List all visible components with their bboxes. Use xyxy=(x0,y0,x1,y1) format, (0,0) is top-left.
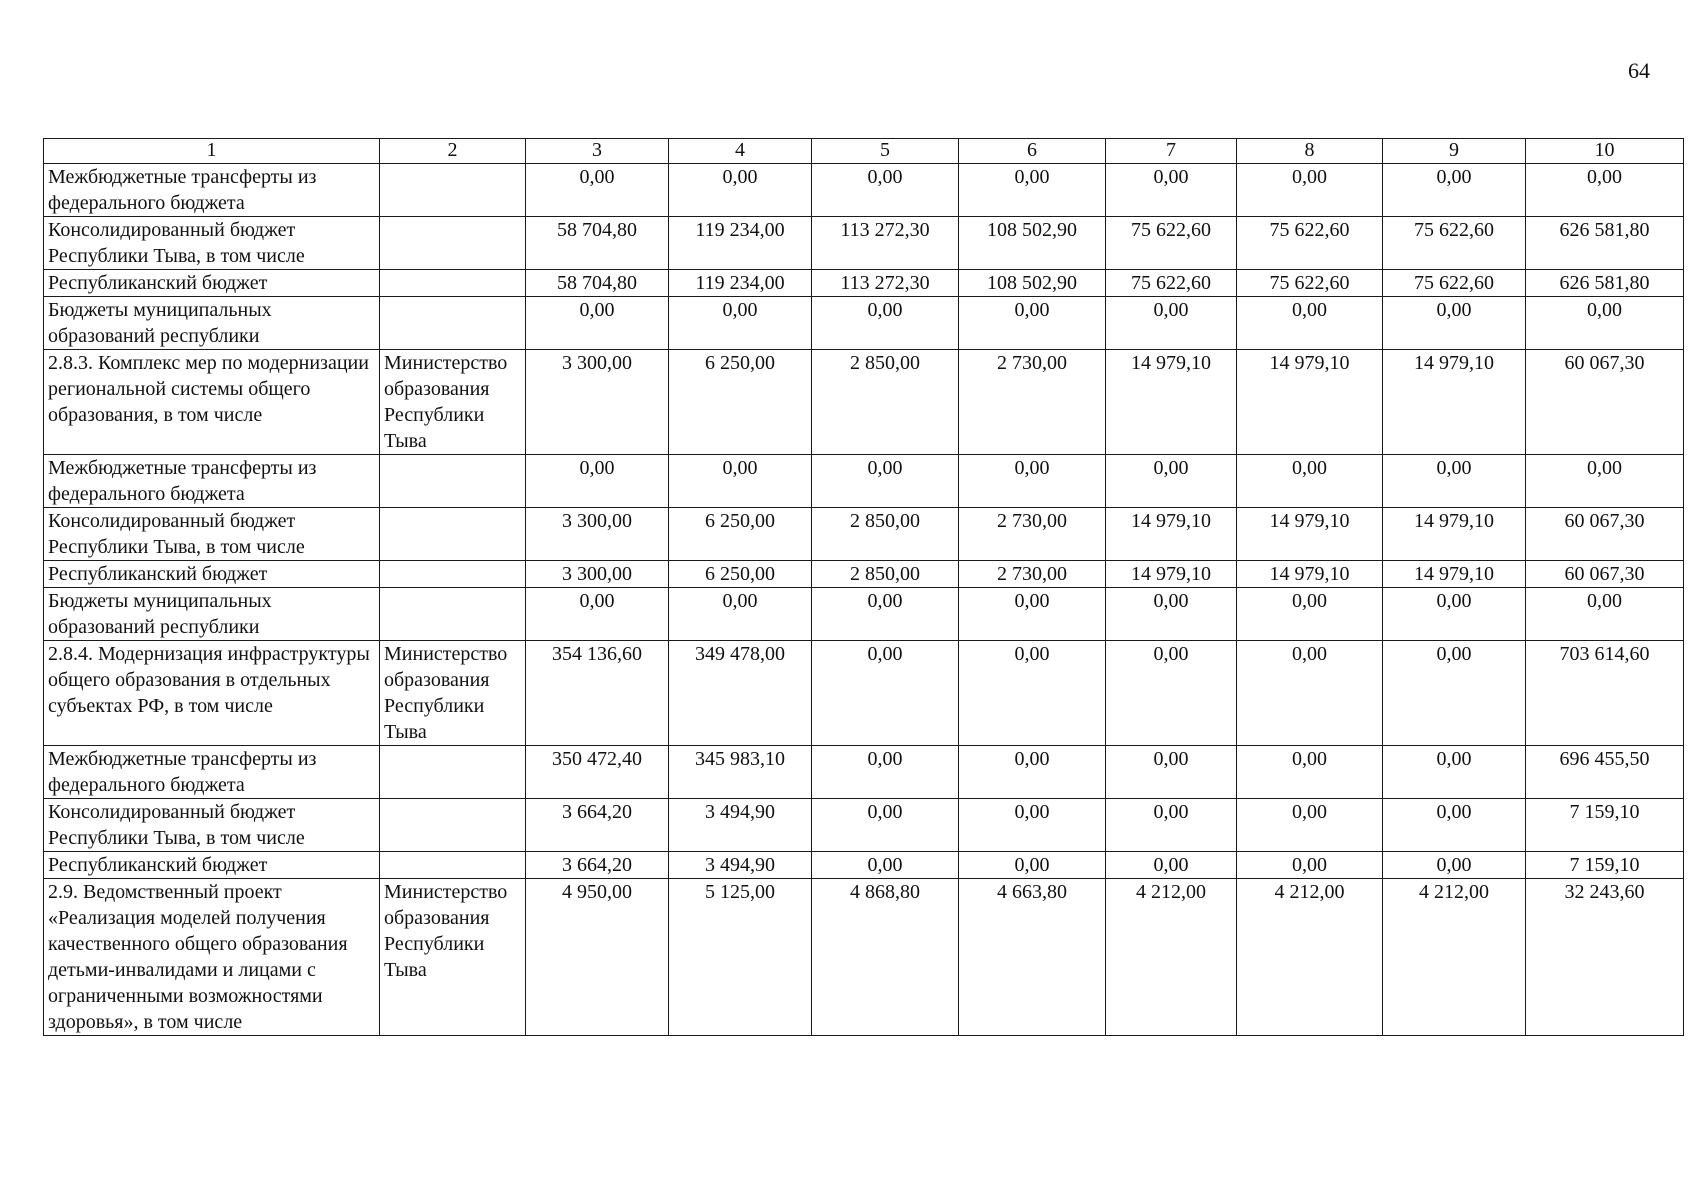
table-row xyxy=(44,799,1684,852)
amount-cell: 0,00 xyxy=(1237,588,1383,641)
amount-cell: 0,00 xyxy=(1383,455,1526,508)
amount-cell: 14 979,10 xyxy=(1106,350,1237,455)
amount-cell: 696 455,50 xyxy=(1526,746,1684,799)
amount-cell: 75 622,60 xyxy=(1237,217,1383,270)
amount-cell: 0,00 xyxy=(669,588,812,641)
table-row xyxy=(44,561,1684,588)
responsible-executor xyxy=(380,164,526,217)
amount-cell: 60 067,30 xyxy=(1526,508,1684,561)
column-header: 6 xyxy=(959,139,1106,164)
amount-cell: 0,00 xyxy=(1237,455,1383,508)
amount-cell: 0,00 xyxy=(1237,641,1383,746)
row-label: Бюджеты муниципальных образований республики xyxy=(44,297,380,350)
amount-cell: 0,00 xyxy=(812,455,959,508)
amount-cell: 0,00 xyxy=(812,297,959,350)
amount-cell: 75 622,60 xyxy=(1383,270,1526,297)
amount-cell: 0,00 xyxy=(812,852,959,879)
row-label: Межбюджетные трансферты из федерального бюджета xyxy=(44,746,380,799)
page-number: 64 xyxy=(1628,58,1650,83)
amount-cell: 3 494,90 xyxy=(669,799,812,852)
amount-cell: 75 622,60 xyxy=(1106,217,1237,270)
amount-cell: 75 622,60 xyxy=(1383,217,1526,270)
amount-cell: 0,00 xyxy=(812,588,959,641)
amount-cell: 0,00 xyxy=(1526,164,1684,217)
amount-cell: 3 300,00 xyxy=(526,561,669,588)
table-row xyxy=(44,350,1684,455)
amount-cell: 4 868,80 xyxy=(812,879,959,1036)
column-header: 9 xyxy=(1383,139,1526,164)
amount-cell: 5 125,00 xyxy=(669,879,812,1036)
amount-cell: 703 614,60 xyxy=(1526,641,1684,746)
amount-cell: 14 979,10 xyxy=(1106,561,1237,588)
amount-cell: 4 212,00 xyxy=(1237,879,1383,1036)
column-header: 4 xyxy=(669,139,812,164)
amount-cell: 0,00 xyxy=(1106,588,1237,641)
amount-cell: 0,00 xyxy=(1383,641,1526,746)
amount-cell: 4 212,00 xyxy=(1106,879,1237,1036)
amount-cell: 2 850,00 xyxy=(812,561,959,588)
amount-cell: 4 212,00 xyxy=(1383,879,1526,1036)
amount-cell: 0,00 xyxy=(526,588,669,641)
amount-cell: 0,00 xyxy=(1526,588,1684,641)
row-label: Межбюджетные трансферты из федерального бюджета xyxy=(44,455,380,508)
column-header: 1 xyxy=(44,139,380,164)
row-label: Республиканский бюджет xyxy=(44,852,380,879)
amount-cell: 0,00 xyxy=(1526,455,1684,508)
responsible-executor xyxy=(380,588,526,641)
amount-cell: 0,00 xyxy=(959,746,1106,799)
amount-cell: 0,00 xyxy=(1237,164,1383,217)
amount-cell: 14 979,10 xyxy=(1237,508,1383,561)
amount-cell: 0,00 xyxy=(812,746,959,799)
amount-cell: 0,00 xyxy=(1526,297,1684,350)
table-row xyxy=(44,588,1684,641)
responsible-executor xyxy=(380,270,526,297)
column-header: 5 xyxy=(812,139,959,164)
amount-cell: 0,00 xyxy=(959,641,1106,746)
responsible-executor xyxy=(380,561,526,588)
amount-cell: 7 159,10 xyxy=(1526,852,1684,879)
amount-cell: 2 730,00 xyxy=(959,508,1106,561)
table-row xyxy=(44,852,1684,879)
responsible-executor xyxy=(380,799,526,852)
responsible-executor: Министерство образования Республики Тыва xyxy=(380,641,526,746)
row-label: Консолидированный бюджет Республики Тыва, в том числе xyxy=(44,508,380,561)
amount-cell: 108 502,90 xyxy=(959,217,1106,270)
amount-cell: 0,00 xyxy=(959,799,1106,852)
amount-cell: 0,00 xyxy=(959,297,1106,350)
amount-cell: 626 581,80 xyxy=(1526,217,1684,270)
amount-cell: 0,00 xyxy=(1383,164,1526,217)
amount-cell: 3 664,20 xyxy=(526,799,669,852)
amount-cell: 4 663,80 xyxy=(959,879,1106,1036)
amount-cell: 60 067,30 xyxy=(1526,561,1684,588)
amount-cell: 0,00 xyxy=(1383,746,1526,799)
amount-cell: 0,00 xyxy=(1106,164,1237,217)
amount-cell: 2 850,00 xyxy=(812,508,959,561)
responsible-executor xyxy=(380,508,526,561)
responsible-executor xyxy=(380,297,526,350)
budget-table xyxy=(43,138,1684,1036)
amount-cell: 0,00 xyxy=(526,455,669,508)
amount-cell: 119 234,00 xyxy=(669,270,812,297)
responsible-executor xyxy=(380,852,526,879)
table-row xyxy=(44,164,1684,217)
responsible-executor xyxy=(380,217,526,270)
amount-cell: 0,00 xyxy=(1106,746,1237,799)
table-row xyxy=(44,270,1684,297)
row-label: 2.9. Ведомственный проект «Реализация моделей получения качественного общего образования детьми-инвалидами и лицами с ограниченными возможностями здоровья», в том числе xyxy=(44,879,380,1036)
amount-cell: 3 300,00 xyxy=(526,350,669,455)
amount-cell: 0,00 xyxy=(1106,297,1237,350)
amount-cell: 0,00 xyxy=(812,799,959,852)
amount-cell: 2 850,00 xyxy=(812,350,959,455)
amount-cell: 4 950,00 xyxy=(526,879,669,1036)
amount-cell: 14 979,10 xyxy=(1237,561,1383,588)
table-row xyxy=(44,641,1684,746)
amount-cell: 345 983,10 xyxy=(669,746,812,799)
amount-cell: 0,00 xyxy=(812,164,959,217)
amount-cell: 349 478,00 xyxy=(669,641,812,746)
column-header: 2 xyxy=(380,139,526,164)
table-row xyxy=(44,879,1684,1036)
amount-cell: 119 234,00 xyxy=(669,217,812,270)
amount-cell: 2 730,00 xyxy=(959,350,1106,455)
amount-cell: 0,00 xyxy=(1383,297,1526,350)
row-label: 2.8.4. Модернизация инфраструктуры общего образования в отдельных субъектах РФ, в том числе xyxy=(44,641,380,746)
amount-cell: 14 979,10 xyxy=(1237,350,1383,455)
amount-cell: 0,00 xyxy=(1237,297,1383,350)
column-header: 3 xyxy=(526,139,669,164)
amount-cell: 14 979,10 xyxy=(1106,508,1237,561)
row-label: 2.8.3. Комплекс мер по модернизации региональной системы общего образования, в том числе xyxy=(44,350,380,455)
amount-cell: 0,00 xyxy=(669,455,812,508)
amount-cell: 75 622,60 xyxy=(1106,270,1237,297)
amount-cell: 6 250,00 xyxy=(669,350,812,455)
amount-cell: 7 159,10 xyxy=(1526,799,1684,852)
table-row xyxy=(44,217,1684,270)
amount-cell: 0,00 xyxy=(526,164,669,217)
amount-cell: 14 979,10 xyxy=(1383,561,1526,588)
responsible-executor xyxy=(380,455,526,508)
table-header-row xyxy=(44,139,1684,164)
row-label: Республиканский бюджет xyxy=(44,270,380,297)
column-header: 7 xyxy=(1106,139,1237,164)
amount-cell: 0,00 xyxy=(1237,799,1383,852)
amount-cell: 354 136,60 xyxy=(526,641,669,746)
amount-cell: 32 243,60 xyxy=(1526,879,1684,1036)
amount-cell: 0,00 xyxy=(1383,799,1526,852)
amount-cell: 0,00 xyxy=(959,164,1106,217)
amount-cell: 0,00 xyxy=(1383,588,1526,641)
amount-cell: 0,00 xyxy=(1106,641,1237,746)
amount-cell: 113 272,30 xyxy=(812,270,959,297)
row-label: Республиканский бюджет xyxy=(44,561,380,588)
amount-cell: 0,00 xyxy=(1237,852,1383,879)
table-row xyxy=(44,508,1684,561)
table-row xyxy=(44,455,1684,508)
amount-cell: 2 730,00 xyxy=(959,561,1106,588)
column-header: 8 xyxy=(1237,139,1383,164)
row-label: Консолидированный бюджет Республики Тыва, в том числе xyxy=(44,217,380,270)
responsible-executor: Министерство образования Республики Тыва xyxy=(380,879,526,1036)
amount-cell: 75 622,60 xyxy=(1237,270,1383,297)
column-header: 10 xyxy=(1526,139,1684,164)
amount-cell: 113 272,30 xyxy=(812,217,959,270)
row-label: Бюджеты муниципальных образований республики xyxy=(44,588,380,641)
responsible-executor xyxy=(380,746,526,799)
amount-cell: 3 494,90 xyxy=(669,852,812,879)
amount-cell: 58 704,80 xyxy=(526,217,669,270)
amount-cell: 0,00 xyxy=(669,297,812,350)
amount-cell: 60 067,30 xyxy=(1526,350,1684,455)
amount-cell: 6 250,00 xyxy=(669,508,812,561)
amount-cell: 0,00 xyxy=(526,297,669,350)
amount-cell: 0,00 xyxy=(1106,799,1237,852)
amount-cell: 14 979,10 xyxy=(1383,350,1526,455)
amount-cell: 3 664,20 xyxy=(526,852,669,879)
amount-cell: 3 300,00 xyxy=(526,508,669,561)
amount-cell: 0,00 xyxy=(812,641,959,746)
amount-cell: 0,00 xyxy=(959,455,1106,508)
amount-cell: 0,00 xyxy=(1106,455,1237,508)
amount-cell: 58 704,80 xyxy=(526,270,669,297)
amount-cell: 0,00 xyxy=(1383,852,1526,879)
table-row xyxy=(44,746,1684,799)
table-row xyxy=(44,297,1684,350)
amount-cell: 350 472,40 xyxy=(526,746,669,799)
amount-cell: 108 502,90 xyxy=(959,270,1106,297)
responsible-executor: Министерство образования Республики Тыва xyxy=(380,350,526,455)
amount-cell: 0,00 xyxy=(959,852,1106,879)
amount-cell: 0,00 xyxy=(669,164,812,217)
row-label: Межбюджетные трансферты из федерального бюджета xyxy=(44,164,380,217)
amount-cell: 0,00 xyxy=(959,588,1106,641)
amount-cell: 0,00 xyxy=(1237,746,1383,799)
row-label: Консолидированный бюджет Республики Тыва, в том числе xyxy=(44,799,380,852)
amount-cell: 626 581,80 xyxy=(1526,270,1684,297)
amount-cell: 0,00 xyxy=(1106,852,1237,879)
amount-cell: 14 979,10 xyxy=(1383,508,1526,561)
amount-cell: 6 250,00 xyxy=(669,561,812,588)
